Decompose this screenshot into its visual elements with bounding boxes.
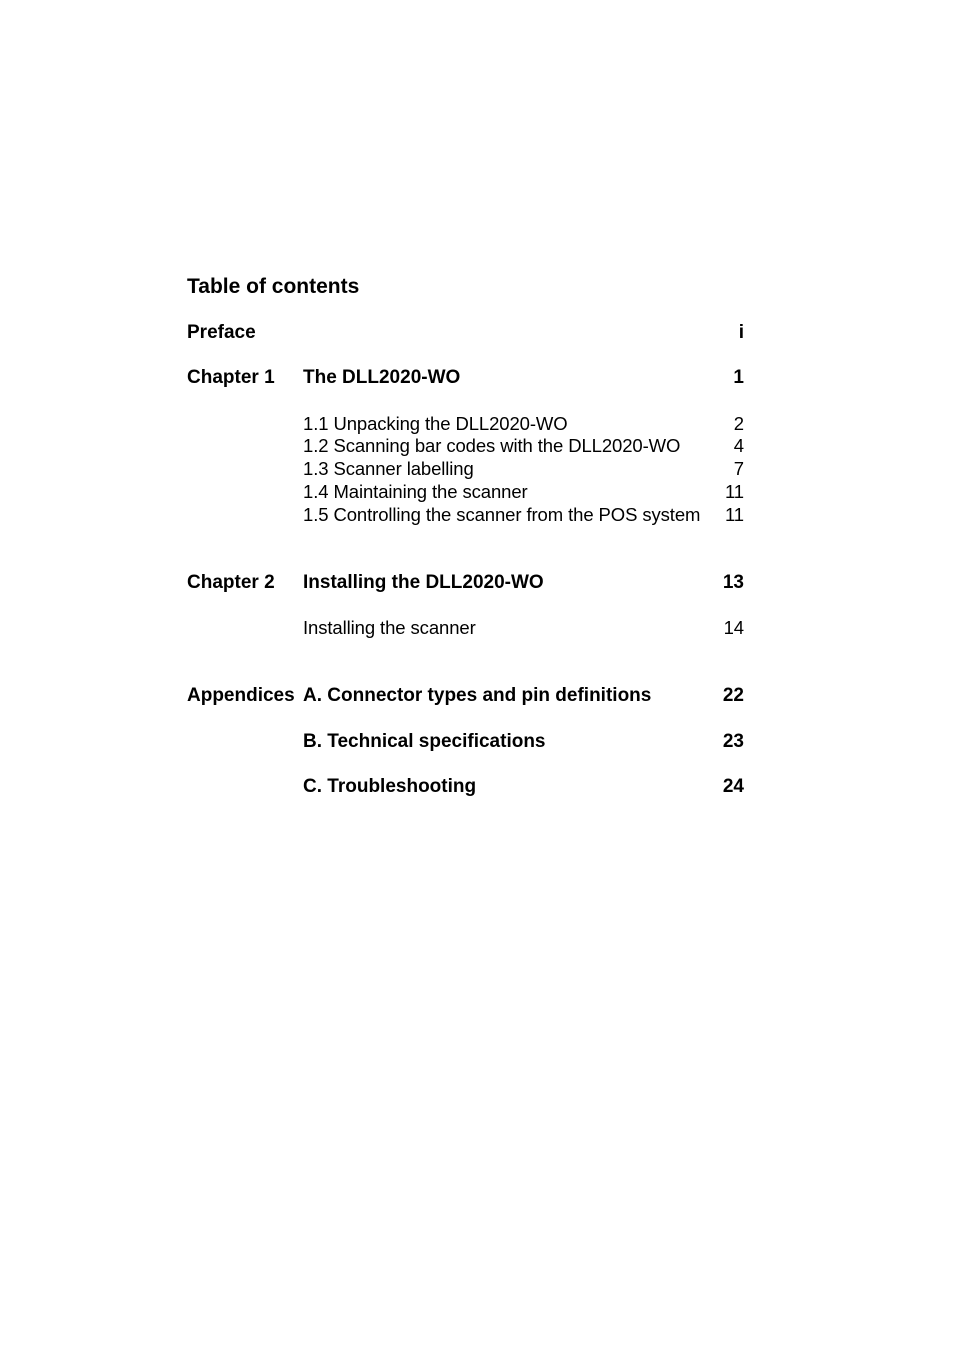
section-title: 1.3 Scanner labelling (303, 458, 474, 479)
appendix-page: 24 (722, 776, 744, 797)
preface-page: i (738, 322, 744, 343)
section-page: 14 (723, 617, 744, 638)
chapter-2-label: Chapter 2 (187, 572, 275, 593)
appendix-title: B. Technical specifications (303, 731, 546, 752)
appendix-page: 23 (722, 731, 744, 752)
section-page: 11 (724, 481, 744, 502)
appendix-title: A. Connector types and pin definitions (303, 685, 652, 706)
section-title: 1.1 Unpacking the DLL2020-WO (303, 413, 568, 434)
section-page: 2 (733, 413, 744, 434)
appendix-title: C. Troubleshooting (303, 776, 477, 797)
section-title: 1.2 Scanning bar codes with the DLL2020-WO (303, 435, 681, 456)
chapter-2-title: Installing the DLL2020-WO (303, 572, 544, 593)
section-page: 11 (724, 504, 744, 525)
toc-heading: Table of contents (187, 275, 360, 298)
section-page: 7 (733, 458, 744, 479)
chapter-1-title: The DLL2020-WO (303, 367, 461, 388)
appendix-page: 22 (722, 685, 744, 706)
preface-label: Preface (187, 322, 256, 343)
chapter-1-page: 1 (733, 367, 744, 388)
section-page: 4 (733, 435, 744, 456)
chapter-2-page: 13 (722, 572, 744, 593)
section-title: 1.5 Controlling the scanner from the POS system (303, 504, 701, 525)
chapter-1-label: Chapter 1 (187, 367, 275, 388)
section-title: 1.4 Maintaining the scanner (303, 481, 528, 502)
section-title: Installing the scanner (303, 617, 476, 638)
appendices-label: Appendices (187, 685, 295, 706)
